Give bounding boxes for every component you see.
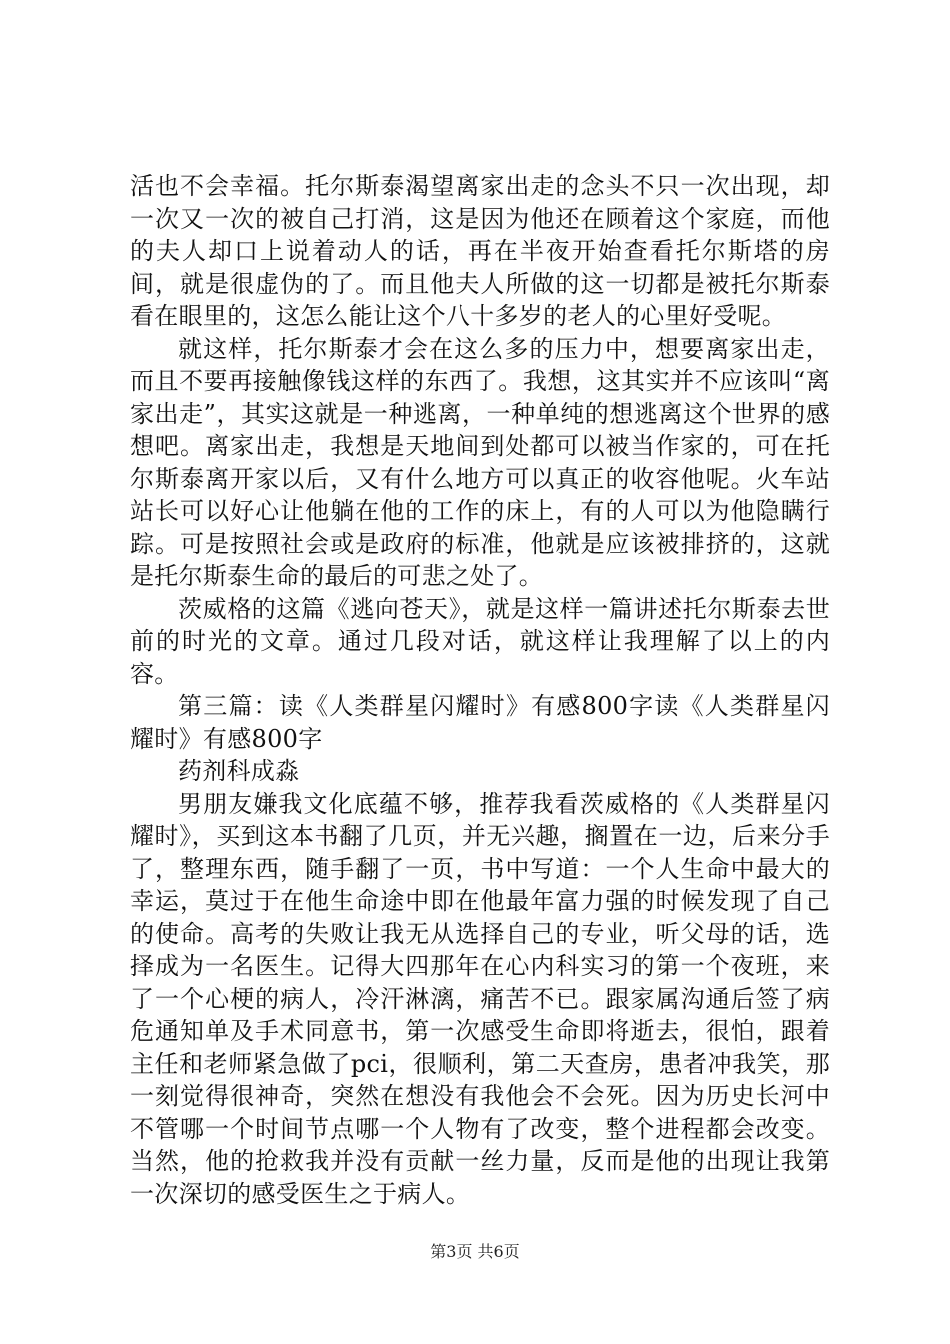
paragraph-continuation: 活也不会幸福。托尔斯泰渴望离家出走的念头不只一次出现，却一次又一次的被自己打消，这是因为他还在顾着这个家庭，而他的夫人却口上说着动人的话，再在半夜开始查看托尔斯塔的房间，就是很虚伪的了。而且他夫人所做的这一切都是被托尔斯泰看在眼里的，这怎么能让这个八十多岁的老人的心里好受呢。	[130, 172, 830, 330]
paragraph-essay-body: 男朋友嫌我文化底蕴不够，推荐我看茨威格的《人类群星闪耀时》，买到这本书翻了几页，并无兴趣，搁置在一边，后来分手了，整理东西，随手翻了一页，书中写道：一个人生命中最大的幸运，莫过于在他生命途中即在他最年富力强的时候发现了自己的使命。高考的失败让我无从选择自己的专业，听父母的话，选择成为一名医生。记得大四那年在心内科实习的第一个夜班，来了一个心梗的病人，冷汗淋漓，痛苦不已。跟家属沟通后签了病危通知单及手术同意书，第一次感受生命即将逝去，很怕，跟着主任和老师紧急做了pci，很顺利，第二天查房，患者冲我笑，那一刻觉得很神奇，突然在想没有我他会不会死。因为历史长河中不管哪一个时间节点哪一个人物有了改变，整个进程都会改变。当然，他的抢救我并没有贡献一丝力量，反而是他的出现让我第一次深切的感受医生之于病人。	[130, 789, 830, 1208]
page-number-footer: 第3页 共6页	[430, 1242, 520, 1261]
paragraph-escape-reflection: 就这样，托尔斯泰才会在这么多的压力中，想要离家出走，而且不要再接触像钱这样的东西了。我想，这其实并不应该叫“离家出走”，其实这就是一种逃离，一种单纯的想逃离这个世界的感想吧。离家出走，我想是天地间到处都可以被当作家的，可在托尔斯泰离开家以后，又有什么地方可以真正的收容他呢。火车站站长可以好心让他躺在他的工作的床上，有的人可以为他隐瞒行踪。可是按照社会或是政府的标准，他就是应该被排挤的，这就是托尔斯泰生命的最后的可悲之处了。	[130, 334, 830, 590]
section-heading: 第三篇：读《人类群星闪耀时》有感800字读《人类群星闪耀时》有感800字	[130, 692, 830, 753]
paragraph-zweig-summary: 茨威格的这篇《逃向苍天》，就是这样一篇讲述托尔斯泰去世前的时光的文章。通过几段对话，就这样让我理解了以上的内容。	[130, 594, 830, 688]
author-line: 药剂科成淼	[178, 757, 300, 785]
document-body	[130, 170, 830, 1210]
